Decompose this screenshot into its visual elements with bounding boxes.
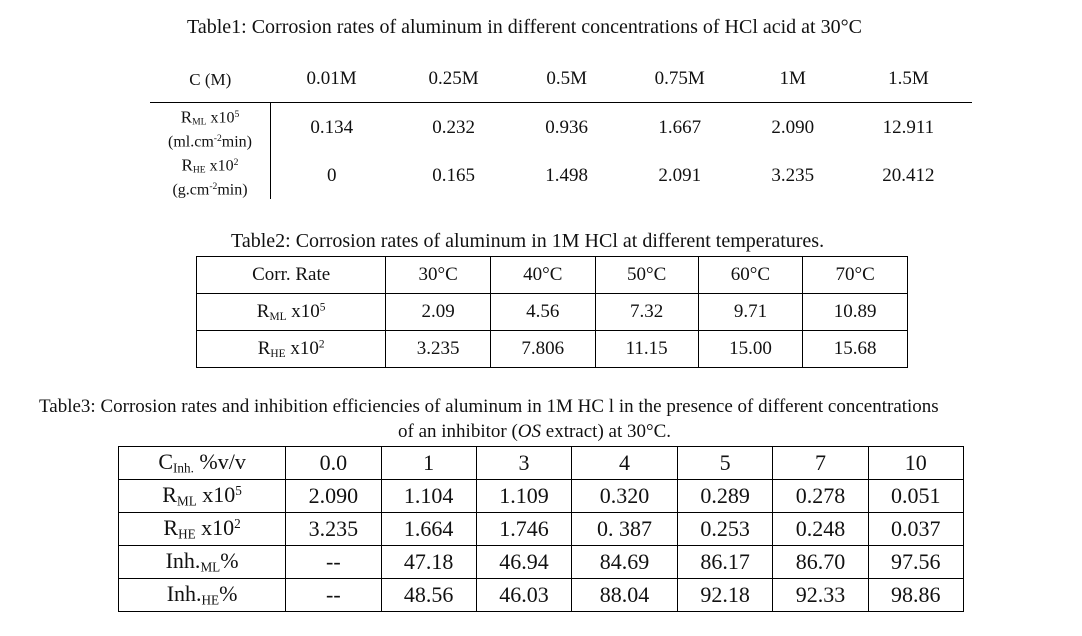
table2-col-header: 70°C <box>803 257 908 294</box>
table3-cell: 1.664 <box>381 513 476 546</box>
table1-cell: 2.090 <box>771 117 815 138</box>
table3-cell: 1.746 <box>476 513 571 546</box>
table3-cell: 0.289 <box>677 480 772 513</box>
table3-cell: 0.253 <box>677 513 772 546</box>
table2-row-label: $R_{HE}$ $x10^2$ <box>197 331 386 368</box>
table3-col-header: 7 <box>773 447 868 480</box>
table2-header-label: Corr. Rate <box>197 257 386 294</box>
table3-cell: 0.320 <box>572 480 678 513</box>
table3-cell: 98.86 <box>868 579 963 612</box>
table1-col-header: 0.5M <box>515 56 619 103</box>
table1-col-header: 1M <box>741 56 845 103</box>
table2-col-header: 50°C <box>595 257 698 294</box>
table3-col-header: 0.0 <box>286 447 381 480</box>
table2-cell: 3.235 <box>386 331 491 368</box>
table3-cell: 92.33 <box>773 579 868 612</box>
table1-cell: 2.091 <box>658 165 702 186</box>
table3 <box>118 446 964 612</box>
table2-cell: 11.15 <box>595 331 698 368</box>
table1-col-header: 0.01M <box>271 56 393 103</box>
table1-cell: 12.911 <box>882 117 935 138</box>
table3-cell: 86.17 <box>677 546 772 579</box>
table2 <box>196 256 908 368</box>
table3-cell: 47.18 <box>381 546 476 579</box>
table2-row-label: $R_{ML}$ $x10^5$ <box>197 294 386 331</box>
table3-cell: 0.037 <box>868 513 963 546</box>
table3-cell: 1.104 <box>381 480 476 513</box>
table2-col-header: 40°C <box>490 257 595 294</box>
table3-cell: 46.94 <box>476 546 571 579</box>
table2-cell: 15.68 <box>803 331 908 368</box>
table-row <box>197 294 908 331</box>
table3-row-label: $Inh._{HE}\%$ <box>119 579 286 612</box>
table2-cell: 7.806 <box>490 331 595 368</box>
table3-cell: 0.278 <box>773 480 868 513</box>
table3-cell: 88.04 <box>572 579 678 612</box>
table3-cell: 46.03 <box>476 579 571 612</box>
table1-cell: 0.936 <box>545 117 589 138</box>
table3-cell: 3.235 <box>286 513 381 546</box>
table1-header-row <box>150 56 972 103</box>
table1-header-label: C (M) <box>150 56 271 103</box>
table1-cell: 20.412 <box>882 165 935 186</box>
table1-cell: 0.165 <box>432 165 475 186</box>
table2-cell: 7.32 <box>595 294 698 331</box>
table1-caption: Table1: Corrosion rates of aluminum in different concentrations of HCl acid at 30°C <box>187 16 862 38</box>
table3-cell: 0.051 <box>868 480 963 513</box>
table3-cell: 0. 387 <box>572 513 678 546</box>
table2-cell: 10.89 <box>803 294 908 331</box>
table3-col-header: 3 <box>476 447 571 480</box>
table1-cell: 0 <box>327 165 337 186</box>
table2-caption: Table2: Corrosion rates of aluminum in 1M HCl at different temperatures. <box>231 230 825 252</box>
table3-cell: 2.090 <box>286 480 381 513</box>
table3-header-row <box>119 447 964 480</box>
table3-col-header: 5 <box>677 447 772 480</box>
table3-caption-line2: of an inhibitor (OS extract) at 30°C. <box>398 421 672 442</box>
table3-cell: 86.70 <box>773 546 868 579</box>
table2-cell: 15.00 <box>698 331 803 368</box>
table-row <box>119 579 964 612</box>
table1-col-header: 0.25M <box>393 56 515 103</box>
table3-caption: Table3: Corrosion rates and inhibition efficiencies of aluminum in 1M HC l in the presence of different concentrations <box>39 396 939 417</box>
table1-col-header: 1.5M <box>845 56 972 103</box>
table2-cell: 2.09 <box>386 294 491 331</box>
table1-row-label: $R_{ML}$ $x10^5$ $(ml.cm^{-2}\min)$ <box>150 103 271 154</box>
table3-row-label: $Inh._{ML}\%$ <box>119 546 286 579</box>
table3-col-header: 1 <box>381 447 476 480</box>
table3-col-header: 10 <box>868 447 963 480</box>
table1-cell: 1.667 <box>658 117 702 138</box>
table3-col-header: 4 <box>572 447 678 480</box>
table3-cell: -- <box>286 579 381 612</box>
table2-cell: 4.56 <box>490 294 595 331</box>
table3-row-label: $R_{ML}$ $x10^5$ <box>119 480 286 513</box>
table-row <box>119 546 964 579</box>
table-row <box>197 331 908 368</box>
table1-cell: 0.232 <box>432 117 475 138</box>
table3-cell: 84.69 <box>572 546 678 579</box>
table1-col-header: 0.75M <box>619 56 741 103</box>
table3-row-label: $R_{HE}$ $x10^2$ <box>119 513 286 546</box>
table1 <box>150 56 972 199</box>
table2-cell: 9.71 <box>698 294 803 331</box>
table2-header-row <box>197 257 908 294</box>
table1-row-label: $R_{HE}$ $x10^2$ $(g.cm^{-2}\min)$ <box>150 153 271 199</box>
table1-cell: 1.498 <box>545 165 589 186</box>
table2-col-header: 30°C <box>386 257 491 294</box>
table3-cell: 48.56 <box>381 579 476 612</box>
table3-cell: 1.109 <box>476 480 571 513</box>
table-row <box>119 480 964 513</box>
table3-cell: 0.248 <box>773 513 868 546</box>
table3-header-label: $C_{Inh.}$ %v/v <box>119 447 286 480</box>
table1-cell: 0.134 <box>310 117 354 138</box>
table-row <box>150 103 972 154</box>
table-row <box>150 153 972 199</box>
table3-cell: 97.56 <box>868 546 963 579</box>
table2-col-header: 60°C <box>698 257 803 294</box>
table3-cell: -- <box>286 546 381 579</box>
table1-cell: 3.235 <box>771 165 815 186</box>
table-row <box>119 513 964 546</box>
table3-cell: 92.18 <box>677 579 772 612</box>
